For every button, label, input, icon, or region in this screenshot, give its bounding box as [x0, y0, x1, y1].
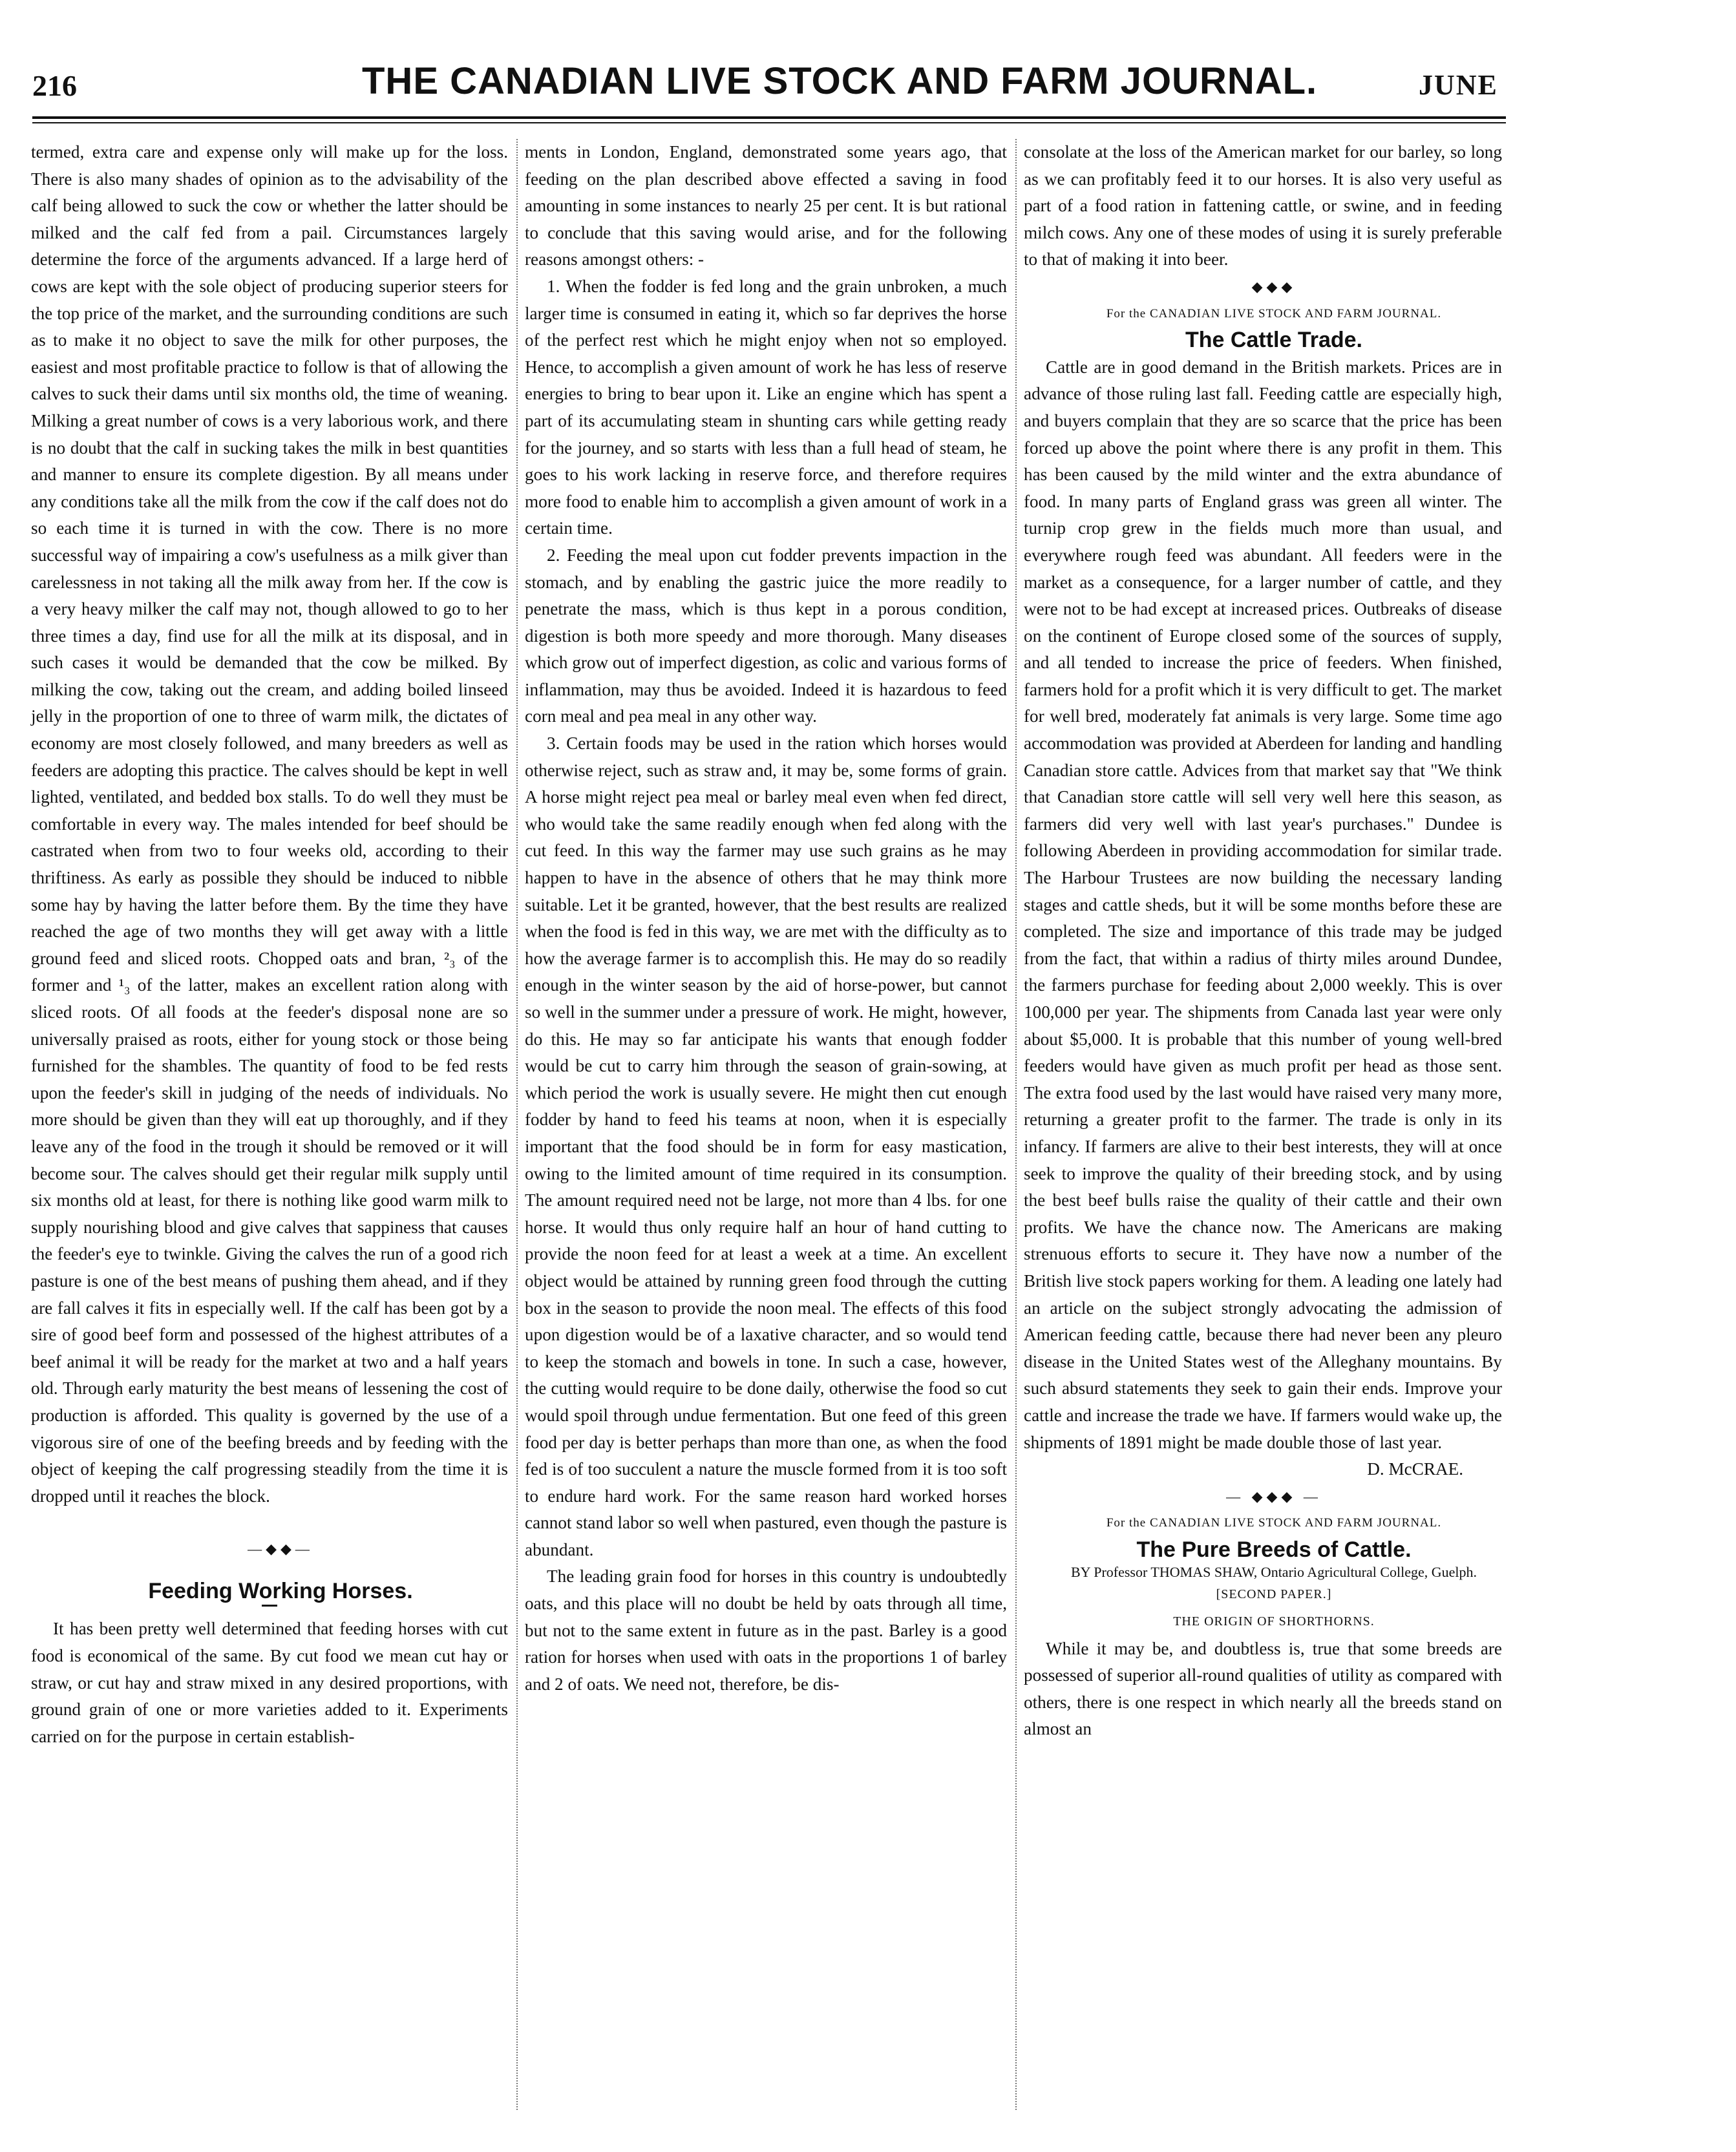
paper-number: [SECOND PAPER.]: [1216, 1587, 1332, 1602]
column-divider: [516, 139, 518, 2110]
header-rule-thin: [32, 122, 1506, 123]
article-text: The leading grain food for horses in this country is undoubtedly oats, and this place will no doubt be held by oats through all time, but not to the same extent in future as in the past. Barley is a good ration for horses when used with oats in the proportions 1 of barley and 2 of oats. We need not, therefore, be dis-: [525, 1567, 1007, 1694]
article-text: Cattle are in good demand in the British markets. Prices are in advance of those ruling last fall. Feeding cattle are especially high, and buyers complain that they are so scarce that the price has been forced up above the point where there is any profit in them. This has been caused by the mild winter and the extra abundance of food. In many parts of England grass was green all winter. The turnip crop grew in the fields much more than usual, and everywhere rough feed was abundant. All feeders were in the market as a consequence, for a larger number of cattle, and they were not to be had except at increased prices. Outbreaks of disease on the continent of Europe closed some of the sources of supply, and all tended to increase the price of feeders. When finished, farmers hold for a profit which it is very difficult to get. The market for well bred, moderately fat animals is very large. Some time ago accommodation was provided at Aberdeen for landing and handling Canadian store cattle. Advices from that market say that "We think that Canadian store cattle will sell very well here this season, as farmers did very well with last year's purchases." Dundee is following Aberdeen in providing accommodation for similar trade. The Harbour Trustees are now building the necessary landing stages and cattle sheds, but it will be some months before these are completed. The size and importance of this trade may be judged from the fact, that within a radius of thirty miles around Dundee, the farmers purchase for feeding about 2,000 weekly. This is over 100,000 per year. The shipments from Canada last year were only about $5,000. It is probable that this number of young well-bred feeders would have given as much profit per head as those sent. The extra food used by the last would have raised very many more, returning a greater profit to the farmer. The trade is only in its infancy. If farmers are alive to their best interests, they will at once seek to improve the quality of their breeding stock, and by using the best beef bulls raise the quality of their cattle and their own profits. We have the chance now. The Americans are making strenuous efforts to secure it. They have now a number of the British live stock papers working for them. A leading one lately had an article on the subject strongly advocating the admission of American feeding cattle, because there had never been any pleuro disease in the United States west of the Alleghany mountains. By such absurd statements they seek to gain their ends. Improve your cattle and increase the trade we have. If farmers would wake up, the shipments of 1891 might be made double those of last year.: [1024, 357, 1502, 1452]
column-3: [1024, 139, 1502, 1743]
article-byline: For the CANADIAN LIVE STOCK AND FARM JOURNAL.: [1106, 306, 1442, 321]
article-text: It has been pretty well determined that feeding horses with cut food is economical of the same. By cut food we mean cut hay or straw, or cut hay and straw mixed in any desired proportions, with ground grain of one or more varieties added to it. Experiments carried on for the purpose in certain establish-: [31, 1619, 508, 1746]
column-2: [525, 139, 1007, 1698]
page-header: [32, 59, 1506, 118]
section-heading: The Cattle Trade.: [1185, 328, 1362, 353]
article-byline: For the CANADIAN LIVE STOCK AND FARM JOURNAL.: [1106, 1516, 1442, 1530]
ornament-divider: ◆◆◆: [1251, 278, 1297, 295]
header-rule: [32, 116, 1506, 119]
column-divider: [1015, 139, 1017, 2110]
article-text: consolate at the loss of the American market for our barley, so long as we can profitably feed it to our horses. It is also very useful as part of a food ration in fattening cattle, or swine, and in feeding milch cows. Any one of these modes of using it is surely preferable to that of making it into beer.: [1024, 142, 1502, 269]
article-text: ments in London, England, demonstrated some years ago, that feeding on the plan described above effected a saving in food amounting in some instances to nearly 25 per cent. It is but rational to conclude that this saving would arise, and for the following reasons amongst others: -: [525, 142, 1007, 269]
subheading: THE ORIGIN OF SHORTHORNS.: [1173, 1614, 1375, 1629]
issue-month: JUNE: [1419, 69, 1498, 101]
section-heading: Feeding Working Horses.: [148, 1578, 413, 1603]
page-number: 216: [32, 69, 77, 102]
article-text: 2. Feeding the meal upon cut fodder prevents impaction in the stomach, and by enabling the gastric juice the more readily to penetrate the mass, which is thus kept in a porous condition, digestion is both more speedy and more thorough. Many diseases which grow out of imperfect digestion, as colic and various forms of inflammation, may thus be avoided. Indeed it is hazardous to feed corn meal and pea meal in any other way.: [525, 545, 1007, 726]
journal-title: THE CANADIAN LIVE STOCK AND FARM JOURNAL.: [362, 60, 1318, 102]
section-heading: The Pure Breeds of Cattle.: [1136, 1537, 1412, 1562]
column-1: [31, 139, 508, 1750]
article-text: termed, extra care and expense only will make up for the loss. There is also many shades of opinion as to the advisability of the calf being allowed to suck the cow or whether the latter should be milked and the calf fed from a pail. Circumstances largely determine the force of the arguments advanced. If a large herd of cows are kept with the sole object of producing superior steers for the top price of the market, and the surrounding conditions are such as to make it no object to save the milk for other purposes, the easiest and most profitable practice to follow is that of allowing the calves to suck their dams until six months old, the time of weaning. Milking a great number of cows is a very laborious work, and there is no doubt that the calf in sucking takes the milk in best quantities and manner to ensure its complete digestion. By all means under any conditions take all the milk from the cow if the calf does not do so each time it is turned in with the cow. There is no more successful way of impairing a cow's usefulness as a milk giver than carelessness in not taking all the milk away from her. If the cow is a very heavy milker the calf may not, though allowed to go to her three times a day, find use for all the milk at its disposal, and in such cases it would be demanded that the cow be milked. By milking the cow, taking out the cream, and adding boiled linseed jelly in the proportion of one to three of warm milk, the dictates of economy are most closely followed, and many breeders as well as feeders are adopting this practice. The calves should be kept in well lighted, ventilated, and bedded box stalls. To do well they must be comfortable in every way. The males intended for beef should be castrated when from two to four weeks old, according to their thriftiness. As early as possible they should be induced to nibble some hay by having the latter before them. By the time they have reached the age of two months they will get away with a little ground feed and sliced roots. Chopped oats and bran, ²₃ of the former and ¹₃ of the latter, makes an excellent ration along with sliced roots. Of all foods at the feeder's disposal none are so universally praised as roots, either for young stock or those being furnished for the shambles. The quantity of food to be fed rests upon the feeder's skill in judging of the needs of individuals. No more should be given than they will eat up thoroughly, and if they leave any of the food in the trough it should be removed or it will become sour. The calves should get their regular milk supply until six months old at least, for there is nothing like good warm milk to supply nourishing blood and give calves that sappiness that causes the feeder's eye to twinkle. Giving the calves the run of a good rich pasture is one of the best means of pushing them ahead, and if they are fall calves it fits in especially well. If the calf has been got by a sire of good beef form and possessed of the highest attributes of a beef animal it will be ready for the market at two and a half years old. Through early maturity the best means of lessening the cost of production is afforded. This quality is governed by the use of a vigorous sire of one of the beefing breeds and by feeding with the object of keeping the calf progressing steadily from the time it is dropped until it reaches the block.: [31, 142, 508, 1506]
article-author: BY Professor THOMAS SHAW, Ontario Agricultural College, Guelph.: [1070, 1564, 1477, 1581]
ornament-divider: —◆◆—: [248, 1541, 313, 1557]
article-text: While it may be, and doubtless is, true that some breeds are possessed of superior all-round qualities of utility as compared with others, there is one respect in which nearly all the breeds stand on almost an: [1024, 1638, 1502, 1739]
ornament-divider: — ◆◆◆ —: [1226, 1488, 1322, 1504]
author-signature: D. McCRAE.: [1367, 1459, 1463, 1479]
article-text: 3. Certain foods may be used in the ration which horses would otherwise reject, such as straw and, it may be, some forms of grain. A horse might reject pea meal or barley meal even when fed direct, who would take the same readily enough when fed along with the cut feed. In this way the farmer may use such grains as he may happen to have in the absence of others that he may think more suitable. Let it be granted, however, that the best results are realized when the food is fed in this way, we are met with the difficulty as to how the average farmer is to accomplish this. He may do so readily enough in the winter season by the aid of horse-power, but cannot so well in the summer under a pressure of work. He might, however, do this. He may so far anticipate his wants that enough fodder would be cut to carry him through the season of grain-sowing, at which period the work is usually severe. He might then cut enough fodder by hand to feed his teams at noon, when it is especially important that the food should be in form for easy mastication, owing to the limited amount of time required in its consumption. The amount required need not be large, not more than 4 lbs. for one horse. It would thus only require half an hour of hand cutting to provide the noon feed for at least a week at a time. An excellent object would be attained by running green food through the cutting box in the season to provide the noon meal. The effects of this food upon digestion would be of a laxative character, and so would tend to keep the stomach and bowels in tone. In such a case, however, the cutting would require to be done daily, otherwise the food so cut would spoil through undue fermentation. But one feed of this green food per day is better perhaps than more than one, as when the food fed is of too succulent a nature the muscle formed from it is too soft to endure hard work. For the same reason hard worked horses cannot stand labor so well when pastured, even though the pasture is abundant.: [525, 733, 1007, 1559]
article-text: 1. When the fodder is fed long and the grain unbroken, a much larger time is consumed in eating it, which so far deprives the horse of the perfect rest which he might enjoy when not so employed. Hence, to accomplish a given amount of work he has less of reserve energies to bring to bear upon it. Like an engine which has spent a part of its accumulating steam in shunting cars while getting ready for the journey, and so starts with less than a full head of steam, he goes to his work lacking in reserve force, and therefore requires more food to enable him to accomplish a given amount of work in a certain time.: [525, 276, 1007, 538]
heading-dash: [262, 1605, 277, 1607]
